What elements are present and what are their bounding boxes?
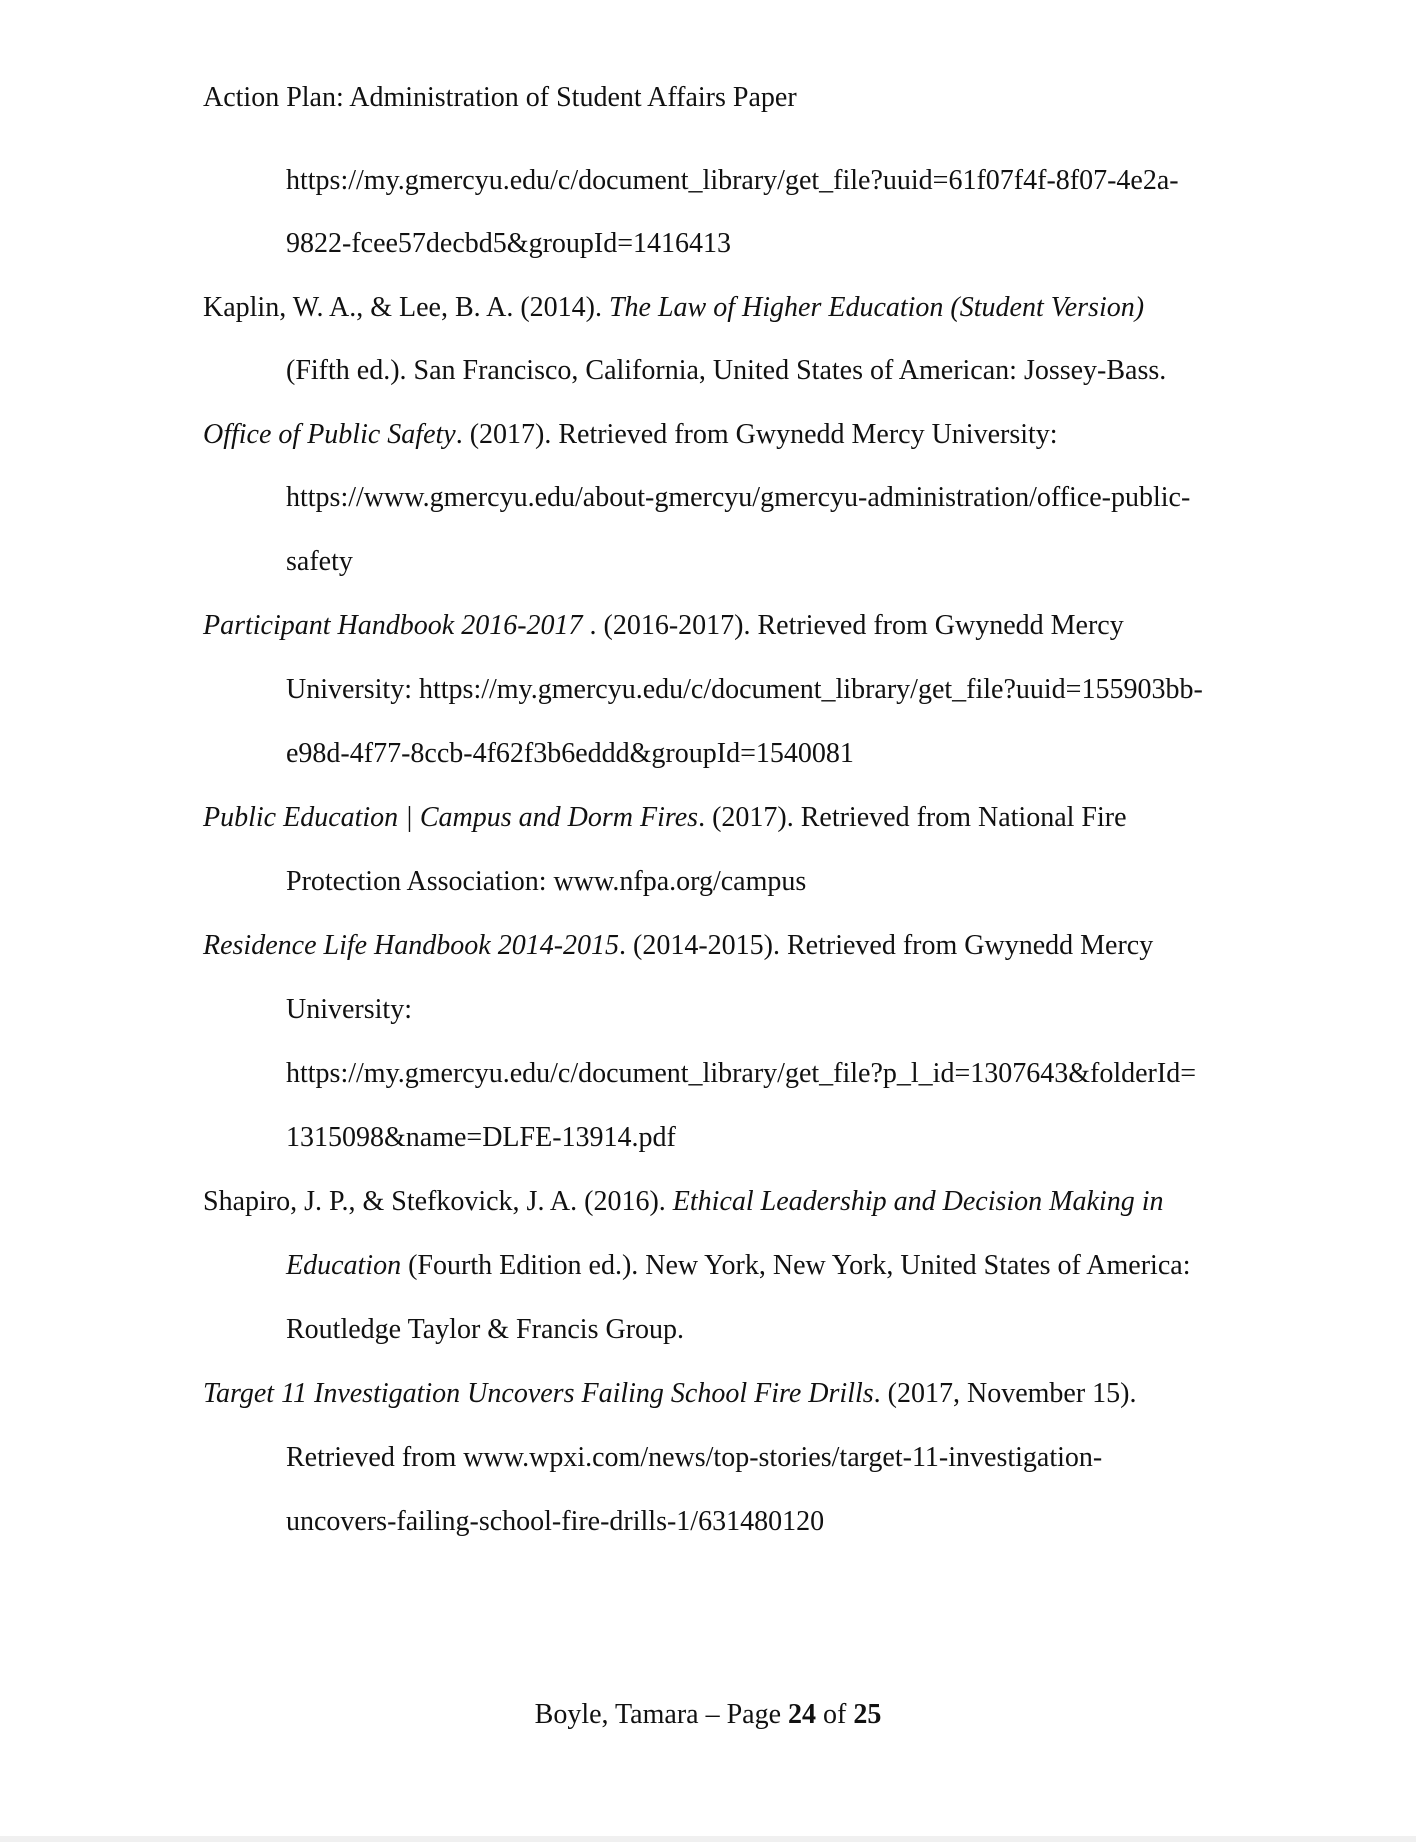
reference-entry — [203, 288, 1144, 328]
running-header: Action Plan: Administration of Student Affairs Paper — [203, 82, 797, 113]
reference-entry — [203, 415, 1058, 455]
reference-line: Retrieved from www.wpxi.com/news/top-stories/target-11-investigation- — [286, 1442, 1103, 1473]
reference-entry — [203, 1182, 1164, 1222]
reference-line: Protection Association: www.nfpa.org/campus — [286, 866, 807, 897]
reference-details: . (2017). Retrieved from National Fire — [698, 802, 1127, 833]
reference-line: https://www.gmercyu.edu/about-gmercyu/gmercyu-administration/office-public- — [286, 482, 1191, 513]
reference-title: The Law of Higher Education (Student Version) — [608, 292, 1145, 323]
reference-line: University: https://my.gmercyu.edu/c/document_library/get_file?uuid=155903bb- — [286, 674, 1203, 705]
reference-title: Public Education | Campus and Dorm Fires — [203, 802, 699, 833]
reference-line: uncovers-failing-school-fire-drills-1/631480120 — [286, 1506, 825, 1537]
reference-title: Office of Public Safety — [203, 419, 456, 450]
page-footer — [0, 1695, 1416, 1735]
reference-line — [286, 1246, 1190, 1286]
reference-title: Participant Handbook 2016-2017 — [203, 610, 590, 641]
reference-line: 9822-fcee57decbd5&groupId=1416413 — [286, 228, 732, 259]
reference-details: . (2017, November 15). — [873, 1378, 1137, 1409]
reference-line: (Fifth ed.). San Francisco, California, United States of American: Jossey-Bass. — [286, 355, 1167, 386]
reference-title: Residence Life Handbook 2014-2015 — [203, 930, 620, 961]
reference-line: University: — [286, 994, 412, 1025]
reference-details: . (2014-2015). Retrieved from Gwynedd Mercy — [619, 930, 1154, 961]
reference-details: (Fourth Edition ed.). New York, New York, United States of America: — [401, 1250, 1191, 1281]
page-total: 25 — [853, 1699, 882, 1730]
reference-line: https://my.gmercyu.edu/c/document_library/get_file?uuid=61f07f4f-8f07-4e2a- — [286, 165, 1179, 196]
reference-entry — [203, 606, 1124, 646]
reference-entry — [203, 926, 1153, 966]
reference-line: 1315098&name=DLFE-13914.pdf — [286, 1122, 676, 1153]
reference-line: Routledge Taylor & Francis Group. — [286, 1314, 685, 1345]
footer-author: Boyle, Tamara – Page — [534, 1699, 788, 1730]
footer-of: of — [816, 1699, 854, 1730]
reference-author: Shapiro, J. P., & Stefkovick, J. A. (2016). — [203, 1186, 673, 1217]
page-number: 24 — [788, 1699, 816, 1730]
reference-title: Ethical Leadership and Decision Making in — [672, 1186, 1164, 1217]
reference-details: . (2017). Retrieved from Gwynedd Mercy University: — [455, 419, 1058, 450]
reference-details: . (2016-2017). Retrieved from Gwynedd Mercy — [589, 610, 1124, 641]
reference-author: Kaplin, W. A., & Lee, B. A. (2014). — [203, 292, 609, 323]
reference-title: Target 11 Investigation Uncovers Failing School Fire Drills — [203, 1378, 874, 1409]
page-bottom-edge — [0, 1836, 1416, 1842]
reference-line: e98d-4f77-8ccb-4f62f3b6eddd&groupId=1540081 — [286, 738, 854, 769]
reference-entry — [203, 1374, 1136, 1414]
reference-line: safety — [286, 546, 353, 577]
reference-line: https://my.gmercyu.edu/c/document_library/get_file?p_l_id=1307643&folderId= — [286, 1058, 1196, 1089]
reference-entry — [203, 798, 1127, 838]
reference-title: Education — [286, 1250, 402, 1281]
